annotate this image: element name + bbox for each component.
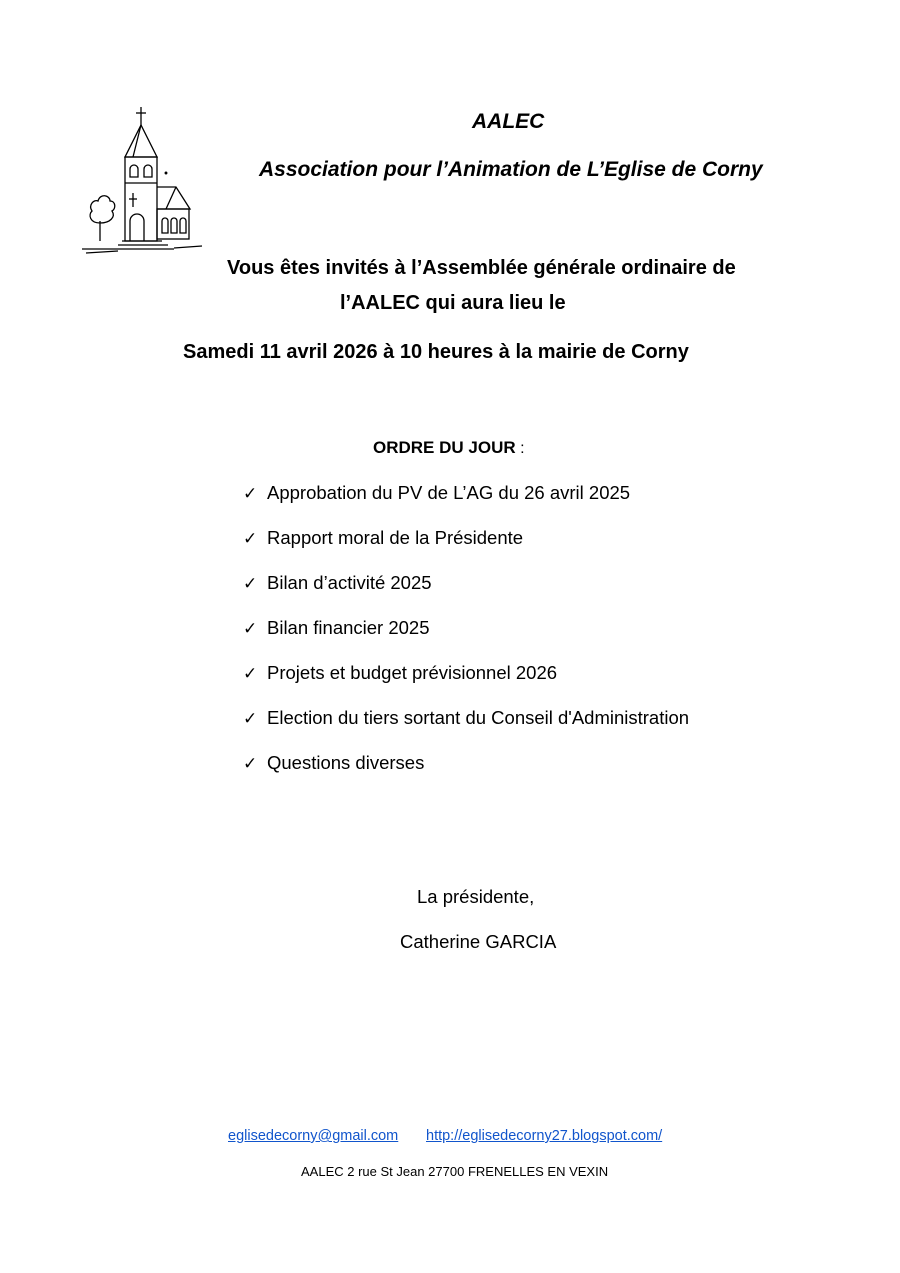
agenda-item-text: Election du tiers sortant du Conseil d'Administration [267, 707, 690, 728]
agenda-item-text: Rapport moral de la Présidente [267, 527, 524, 548]
checkmark-icon: ✓ [243, 619, 258, 638]
checkmark-icon: ✓ [243, 484, 258, 503]
footer-address: AALEC 2 rue St Jean 27700 FRENELLES EN VEXIN [301, 1164, 609, 1179]
signature-name: Catherine GARCIA [400, 931, 557, 952]
website-link[interactable]: http://eglisedecorny27.blogspot.com/ [426, 1128, 663, 1144]
agenda-title: ORDRE DU JOUR [373, 438, 516, 457]
agenda-item [243, 707, 689, 729]
invitation-line-2: l’AALEC qui aura lieu le [340, 292, 566, 314]
organization-acronym: AALEC [472, 110, 545, 133]
invitation-line-1: Vous êtes invités à l’Assemblée générale ordinaire de [227, 257, 736, 279]
checkmark-icon: ✓ [243, 754, 258, 773]
signature-role: La présidente, [417, 886, 535, 907]
agenda-item-text: Questions diverses [267, 752, 425, 773]
checkmark-icon: ✓ [243, 574, 258, 593]
checkmark-icon: ✓ [243, 709, 258, 728]
agenda-item [243, 617, 430, 639]
email-link[interactable]: eglisedecorny@gmail.com [228, 1128, 399, 1144]
organization-full-name: Association pour l’Animation de L’Eglise de Corny [259, 158, 763, 181]
agenda-item [243, 527, 523, 549]
agenda-colon: : [515, 440, 525, 457]
agenda-item [243, 662, 557, 684]
agenda-item [243, 482, 630, 504]
church-illustration [78, 105, 206, 255]
agenda-heading [373, 438, 525, 458]
agenda-item-text: Projets et budget prévisionnel 2026 [267, 662, 558, 683]
agenda-item [243, 572, 432, 594]
agenda-item [243, 752, 424, 774]
agenda-item-text: Bilan financier 2025 [267, 617, 430, 638]
agenda-item-text: Bilan d’activité 2025 [267, 572, 432, 593]
checkmark-icon: ✓ [243, 664, 258, 683]
checkmark-icon: ✓ [243, 529, 258, 548]
agenda-item-text: Approbation du PV de L’AG du 26 avril 2025 [267, 482, 631, 503]
meeting-date-line: Samedi 11 avril 2026 à 10 heures à la mairie de Corny [183, 341, 689, 363]
